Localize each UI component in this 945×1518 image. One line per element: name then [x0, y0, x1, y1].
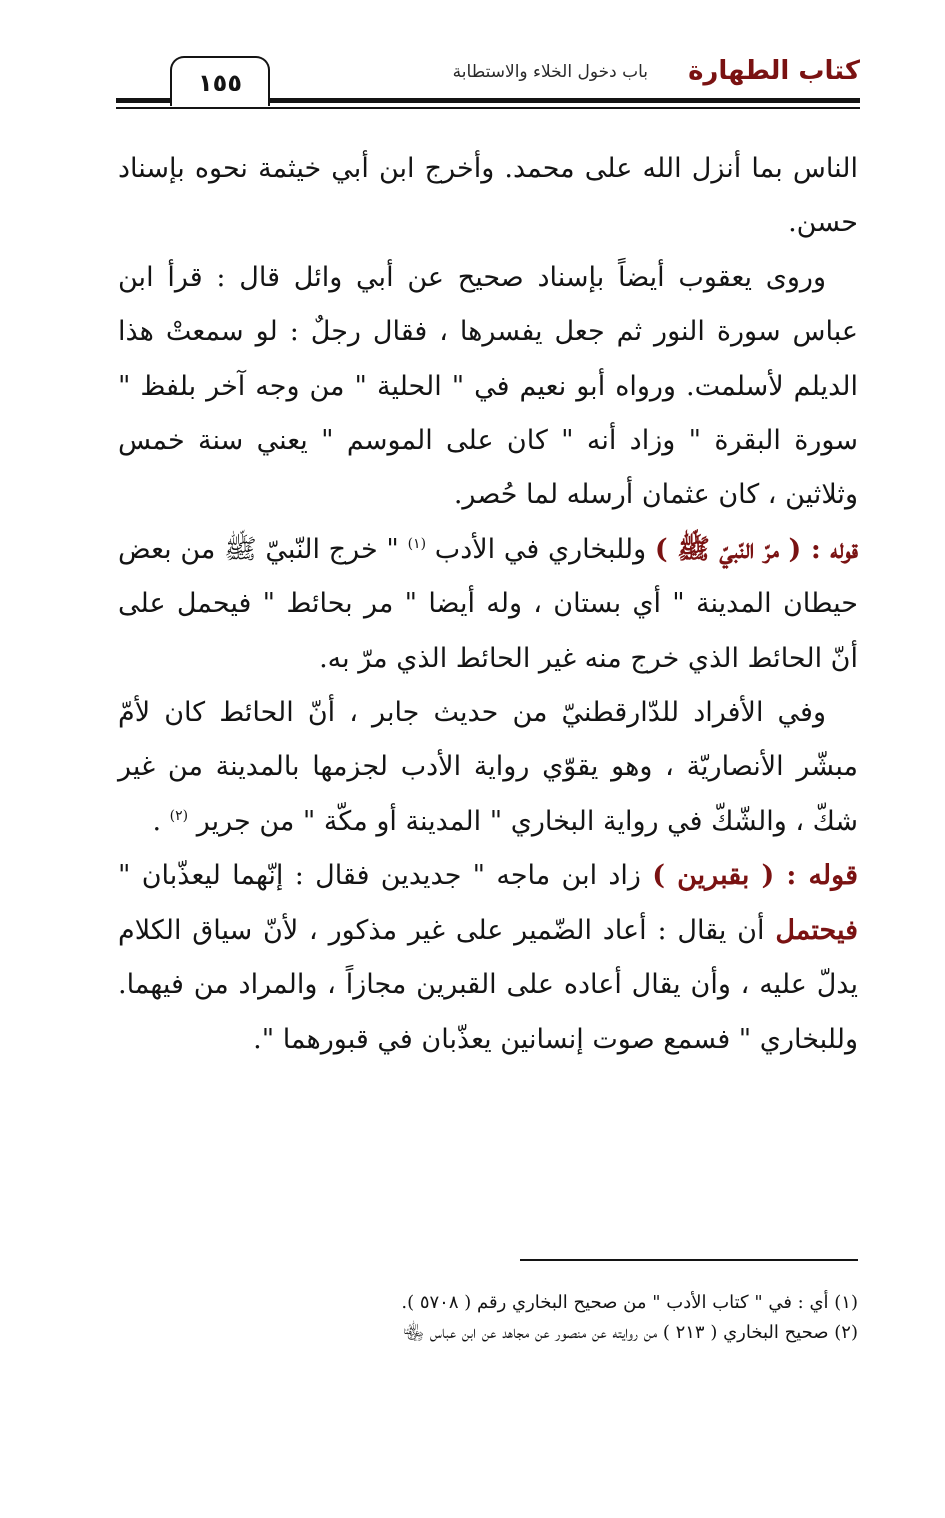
paragraph-4-text-a: وفي الأفراد للدّارقطنيّ من حديث جابر ، أنّ الحائط كان لأمّ مبشّر الأنصاريّة ، وهو يقوّي رواية الأدب لجزمها بالمدينة من غير شكّ ، والشّكّ في رواية البخاري " المدينة أو مكّة " من جرير: [118, 697, 858, 837]
paragraph-4: [118, 686, 858, 849]
book-title: كتاب الطهارة: [688, 56, 860, 86]
paragraph-5: [118, 849, 858, 1067]
footnote-ref-2[interactable]: (٢): [169, 807, 189, 824]
commentary-keyword: قوله : ( بقبرين ): [652, 860, 858, 892]
commentary-keyword: قوله : ( مرّ النّبيّ ﷺ ): [654, 533, 858, 565]
paragraph-4-text-b: .: [152, 805, 170, 837]
paragraph-2: وروى يعقوب أيضاً بإسناد صحيح عن أبي وائل قال : قرأ ابن عباس سورة النور ثم جعل يفسرها ، فقال رجلٌ : لو سمعتْ هذا الديلم لأسلمت. ورواه أبو نعيم في " الحلية " من وجه آخر بلفظ " سورة البقرة " وزاد أنه " كان على الموسم " يعني سنة خمس وثلاثين ، كان عثمان أرسله لما حُصر.: [118, 261, 858, 511]
page-number: ١٥٥: [170, 56, 270, 106]
paragraph-5-text-b: أن يقال : أعاد الضّمير على غير مذكور ، لأنّ سياق الكلام يدلّ عليه ، وأن يقال أعاده على القبرين مجازاً ، والمراد من فيهما. وللبخاري " فسمع صوت إنسانين يعذّبان في قبورهما ".: [118, 914, 858, 1055]
paragraph-3-text-a: وللبخاري في الأدب: [434, 533, 655, 565]
paragraph-5-text-a: زاد ابن ماجه " جديدين فقال : إنّهما ليعذّبان ": [118, 860, 653, 892]
footnote-separator: [520, 1259, 858, 1261]
paragraph-3-text-b: " خرج النّبيّ ﷺ من بعض حيطان المدينة " أي بستان ، وله أيضا " مر بحائط " فيحمل على أنّ الحائط الذي خرج منه غير الحائط الذي مرّ به.: [118, 533, 858, 674]
chapter-title: باب دخول الخلاء والاستطابة: [452, 62, 648, 82]
footnote-1: (١) أي : في " كتاب الأدب " من صحيح البخاري رقم ( ٥٧٠٨ ).: [401, 1292, 858, 1313]
footnote-2: (٢) صحيح البخاري ( ٢١٣ ) من روايته عن منصور عن مجاهد عن ابن عباس ﵄: [402, 1322, 858, 1343]
commentary-keyword-2: فيحتمل: [775, 914, 858, 946]
page-header: [116, 52, 860, 112]
main-text: [118, 142, 858, 1067]
paragraph-3: [118, 523, 858, 686]
paragraph-1: الناس بما أنزل الله على محمد. وأخرج ابن أبي خيثمة نحوه بإسناد حسن.: [118, 153, 858, 239]
footnote-ref-1[interactable]: (١): [407, 535, 427, 552]
footnotes: [118, 1288, 858, 1348]
